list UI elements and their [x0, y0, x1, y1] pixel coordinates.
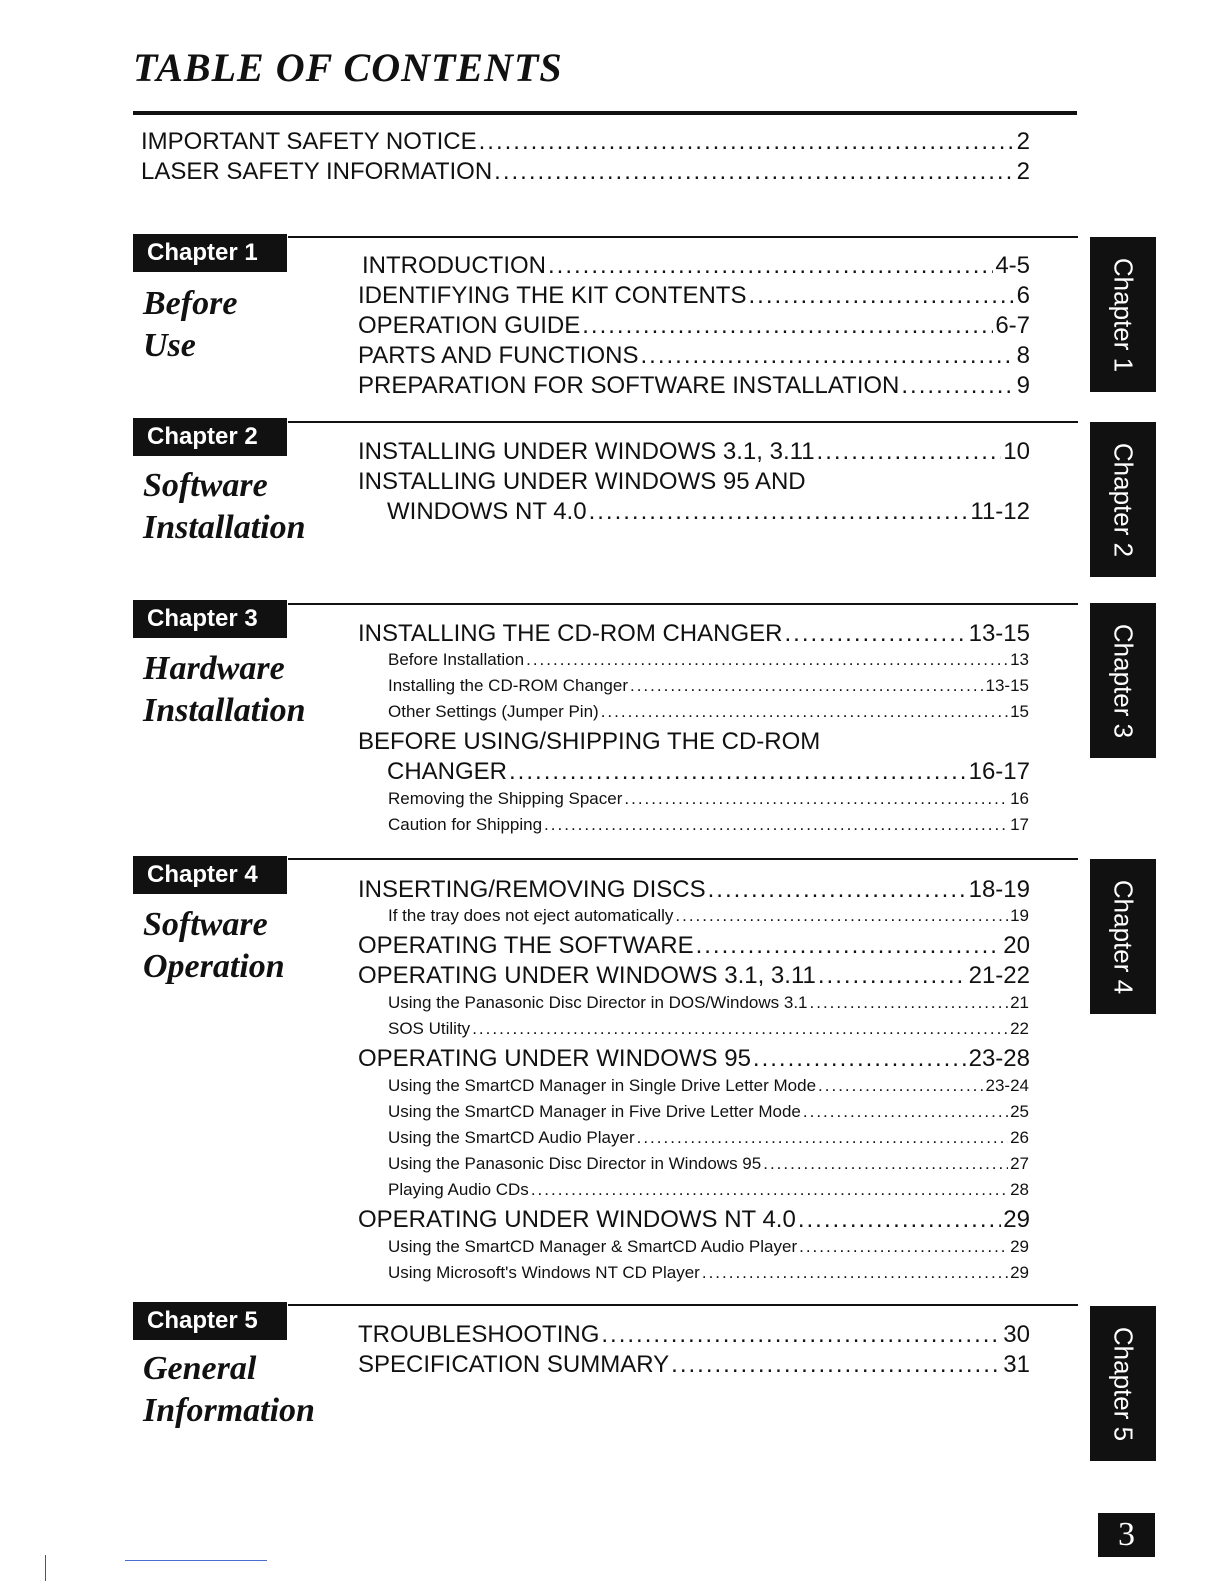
toc-entry[interactable] [358, 876, 1030, 904]
toc-entry-label: INTRODUCTION [362, 252, 546, 279]
side-tab-label: Chapter 1 [1108, 257, 1139, 372]
leader-dots [526, 650, 1008, 670]
toc-entry-page: 2 [1016, 158, 1030, 185]
leader-dots [582, 312, 993, 340]
toc-entry-page: 11-12 [970, 498, 1030, 525]
toc-entry[interactable] [387, 758, 1030, 786]
toc-entry-label: Using the Panasonic Disc Director in Windows 95 [388, 1154, 762, 1173]
leader-dots [901, 372, 1014, 400]
toc-subentry[interactable] [388, 702, 1029, 722]
chapter-name-line: General [143, 1350, 257, 1387]
toc-entry-page: 29 [1010, 1263, 1029, 1282]
toc-entry[interactable] [358, 1206, 1030, 1234]
chapter-4-rule [288, 858, 1078, 860]
toc-entry-page: 22 [1010, 1019, 1029, 1038]
chapter-4-badge: Chapter 4 [133, 856, 287, 894]
toc-entry-page: 28 [1010, 1180, 1029, 1199]
chapter-3-name [143, 648, 306, 732]
toc-entry-page: 23-28 [968, 1045, 1030, 1072]
leader-dots [640, 342, 1014, 370]
leader-dots [624, 789, 1008, 809]
toc-entry[interactable] [358, 962, 1030, 990]
leader-dots [708, 876, 967, 904]
toc-entry[interactable] [358, 312, 1030, 340]
toc-entry-label: If the tray does not eject automatically [388, 906, 674, 925]
toc-entry-page: 13-15 [968, 620, 1030, 647]
toc-entry[interactable] [358, 1321, 1030, 1349]
toc-entry[interactable] [358, 1351, 1030, 1379]
toc-entry-page: 6-7 [995, 312, 1030, 339]
toc-entry-page: 29 [1003, 1206, 1030, 1233]
toc-entry-label: WINDOWS NT 4.0 [387, 498, 587, 525]
toc-entry-label: INSERTING/REMOVING DISCS [358, 876, 706, 903]
leader-dots [509, 758, 967, 786]
side-tab-label: Chapter 4 [1108, 879, 1139, 994]
chapter-name-line: Before [143, 285, 238, 322]
toc-entry-label: Removing the Shipping Spacer [388, 789, 623, 808]
chapter-2-rule [288, 421, 1078, 423]
toc-subentry[interactable] [388, 1237, 1029, 1257]
toc-entry-label: INSTALLING THE CD-ROM CHANGER [358, 620, 783, 647]
chapter-name-line: Software [143, 467, 268, 504]
toc-entry-page: 17 [1010, 815, 1029, 834]
leader-dots [479, 128, 1015, 156]
toc-entry-label: Playing Audio CDs [388, 1180, 529, 1199]
chapter-name-line: Hardware [143, 650, 285, 687]
toc-entry-label: INSTALLING UNDER WINDOWS 3.1, 3.11 [358, 438, 815, 465]
chapter-1-name [143, 283, 237, 367]
toc-entry-label: Other Settings (Jumper Pin) [388, 702, 599, 721]
footer-line [125, 1560, 267, 1561]
chapter-name-line: Software [143, 906, 268, 943]
toc-subentry[interactable] [388, 1019, 1029, 1039]
toc-entry[interactable] [362, 252, 1030, 280]
toc-entry-label: Using the Panasonic Disc Director in DOS/Windows 3.1 [388, 993, 808, 1012]
chapter-3-rule [288, 603, 1078, 605]
toc-entry-label: PARTS AND FUNCTIONS [358, 342, 639, 369]
side-tab-label: Chapter 3 [1108, 623, 1139, 738]
leader-dots [637, 1128, 1008, 1148]
toc-entry-page: 13 [1010, 650, 1029, 669]
leader-dots [630, 676, 984, 696]
toc-entry-page: 13-15 [985, 676, 1029, 695]
toc-entry-page: 9 [1016, 372, 1030, 399]
page-title: TABLE OF CONTENTS [133, 45, 563, 90]
toc-entry-label: Before Installation [388, 650, 525, 669]
toc-entry-page: 20 [1003, 932, 1030, 959]
toc-entry-label: Using the SmartCD Manager & SmartCD Audio Player [388, 1237, 798, 1256]
chapter-1-rule [288, 236, 1078, 238]
toc-subentry[interactable] [388, 1180, 1029, 1200]
toc-subentry[interactable] [388, 993, 1029, 1013]
chapter-name-line: Information [143, 1392, 315, 1429]
toc-subentry[interactable] [388, 1154, 1029, 1174]
chapter-5-name [143, 1348, 315, 1432]
leader-dots [589, 498, 969, 526]
toc-subentry[interactable] [388, 650, 1029, 670]
leader-dots [494, 158, 1014, 186]
toc-entry-page: 8 [1016, 342, 1030, 369]
chapter-1-badge: Chapter 1 [133, 234, 287, 272]
toc-subentry[interactable] [388, 815, 1029, 835]
toc-entry-label: INSTALLING UNDER WINDOWS 95 AND [358, 468, 806, 495]
toc-subentry[interactable] [388, 1128, 1029, 1148]
chapter-4-side-tab[interactable] [1090, 859, 1156, 1014]
toc-subentry[interactable] [388, 906, 1029, 926]
toc-entry-label: OPERATING UNDER WINDOWS 3.1, 3.11 [358, 962, 816, 989]
toc-entry[interactable] [358, 1045, 1030, 1073]
toc-subentry[interactable] [388, 1076, 1029, 1096]
toc-entry[interactable] [358, 932, 1030, 960]
toc-subentry[interactable] [388, 1263, 1029, 1283]
toc-subentry[interactable] [388, 676, 1029, 696]
toc-entry-page: 21-22 [968, 962, 1030, 989]
leader-dots [531, 1180, 1008, 1200]
toc-entry[interactable] [141, 158, 1030, 186]
chapter-name-line: Installation [143, 692, 306, 729]
toc-entry-label: LASER SAFETY INFORMATION [141, 158, 493, 185]
leader-dots [544, 815, 1008, 835]
chapter-1-side-tab[interactable] [1090, 237, 1156, 392]
leader-dots [671, 1351, 1001, 1379]
toc-entry-label: IDENTIFYING THE KIT CONTENTS [358, 282, 747, 309]
toc-entry-page: 31 [1003, 1351, 1030, 1378]
side-tab-label: Chapter 5 [1108, 1326, 1139, 1441]
toc-entry-label: PREPARATION FOR SOFTWARE INSTALLATION [358, 372, 900, 399]
leader-dots [601, 702, 1008, 722]
toc-entry-label: OPERATION GUIDE [358, 312, 581, 339]
toc-entry-page: 6 [1016, 282, 1030, 309]
leader-dots [702, 1263, 1008, 1283]
toc-entry-page: 15 [1010, 702, 1029, 721]
toc-entry-label: BEFORE USING/SHIPPING THE CD-ROM [358, 728, 821, 755]
toc-entry[interactable] [358, 372, 1030, 400]
chapter-name-line: Use [143, 327, 196, 364]
leader-dots [818, 962, 967, 990]
page-number: 3 [1098, 1513, 1155, 1557]
chapter-2-badge: Chapter 2 [133, 418, 287, 456]
side-tab-label: Chapter 2 [1108, 442, 1139, 557]
toc-subentry[interactable] [388, 789, 1029, 809]
toc-entry-label: CHANGER [387, 758, 508, 785]
toc-entry-label: IMPORTANT SAFETY NOTICE [141, 128, 477, 155]
toc-entry[interactable] [358, 728, 820, 756]
toc-entry[interactable] [358, 342, 1030, 370]
toc-entry-page: 23-24 [985, 1076, 1029, 1095]
leader-dots [798, 1206, 1001, 1234]
toc-entry-label: TROUBLESHOOTING [358, 1321, 600, 1348]
toc-entry[interactable] [358, 438, 1030, 466]
leader-dots [753, 1045, 967, 1073]
chapter-3-badge: Chapter 3 [133, 600, 287, 638]
toc-entry-label: Using the SmartCD Manager in Single Drive Letter Mode [388, 1076, 817, 1095]
leader-dots [601, 1321, 1001, 1349]
footer-mark [45, 1555, 46, 1581]
toc-entry-page: 10 [1003, 438, 1030, 465]
toc-entry-page: 16 [1010, 789, 1029, 808]
chapter-name-line: Operation [143, 948, 285, 985]
toc-entry[interactable] [358, 620, 1030, 648]
toc-entry-label: OPERATING UNDER WINDOWS NT 4.0 [358, 1206, 796, 1233]
toc-entry-page: 25 [1010, 1102, 1029, 1121]
toc-entry-label: Installing the CD-ROM Changer [388, 676, 628, 695]
toc-entry-label: SOS Utility [388, 1019, 471, 1038]
chapter-2-name [143, 465, 306, 549]
toc-entry[interactable] [141, 128, 1030, 156]
toc-entry-label: OPERATING UNDER WINDOWS 95 [358, 1045, 751, 1072]
toc-entry-page: 26 [1010, 1128, 1029, 1147]
leader-dots [785, 620, 967, 648]
toc-entry-page: 27 [1010, 1154, 1029, 1173]
chapter-5-badge: Chapter 5 [133, 1302, 287, 1340]
chapter-3-side-tab[interactable] [1090, 603, 1156, 758]
chapter-5-side-tab[interactable] [1090, 1306, 1156, 1461]
toc-entry-page: 18-19 [968, 876, 1030, 903]
toc-entry-label: Caution for Shipping [388, 815, 543, 834]
leader-dots [817, 438, 1002, 466]
toc-entry-page: 19 [1010, 906, 1029, 925]
chapter-2-side-tab[interactable] [1090, 422, 1156, 577]
toc-subentry[interactable] [388, 1102, 1029, 1122]
leader-dots [696, 932, 1002, 960]
toc-entry-label: Using Microsoft's Windows NT CD Player [388, 1263, 700, 1282]
toc-entry[interactable] [358, 282, 1030, 310]
chapter-name-line: Installation [143, 509, 306, 546]
leader-dots [548, 252, 993, 280]
toc-entry[interactable] [387, 498, 1030, 526]
chapter-5-rule [288, 1304, 1078, 1306]
chapter-4-name [143, 904, 285, 988]
toc-entry-page: 2 [1016, 128, 1030, 155]
toc-entry-label: Using the SmartCD Audio Player [388, 1128, 635, 1147]
title-rule [133, 111, 1077, 115]
toc-entry-page: 16-17 [968, 758, 1030, 785]
leader-dots [763, 1154, 1008, 1174]
leader-dots [818, 1076, 983, 1096]
leader-dots [803, 1102, 1008, 1122]
toc-entry-page: 21 [1010, 993, 1029, 1012]
toc-entry-page: 30 [1003, 1321, 1030, 1348]
toc-entry-label: Using the SmartCD Manager in Five Drive Letter Mode [388, 1102, 801, 1121]
toc-entry-label: SPECIFICATION SUMMARY [358, 1351, 670, 1378]
leader-dots [748, 282, 1014, 310]
leader-dots [799, 1237, 1008, 1257]
toc-entry[interactable] [358, 468, 806, 496]
toc-entry-page: 29 [1010, 1237, 1029, 1256]
leader-dots [810, 993, 1009, 1013]
toc-entry-page: 4-5 [995, 252, 1030, 279]
leader-dots [675, 906, 1008, 926]
leader-dots [472, 1019, 1008, 1039]
toc-entry-label: OPERATING THE SOFTWARE [358, 932, 694, 959]
